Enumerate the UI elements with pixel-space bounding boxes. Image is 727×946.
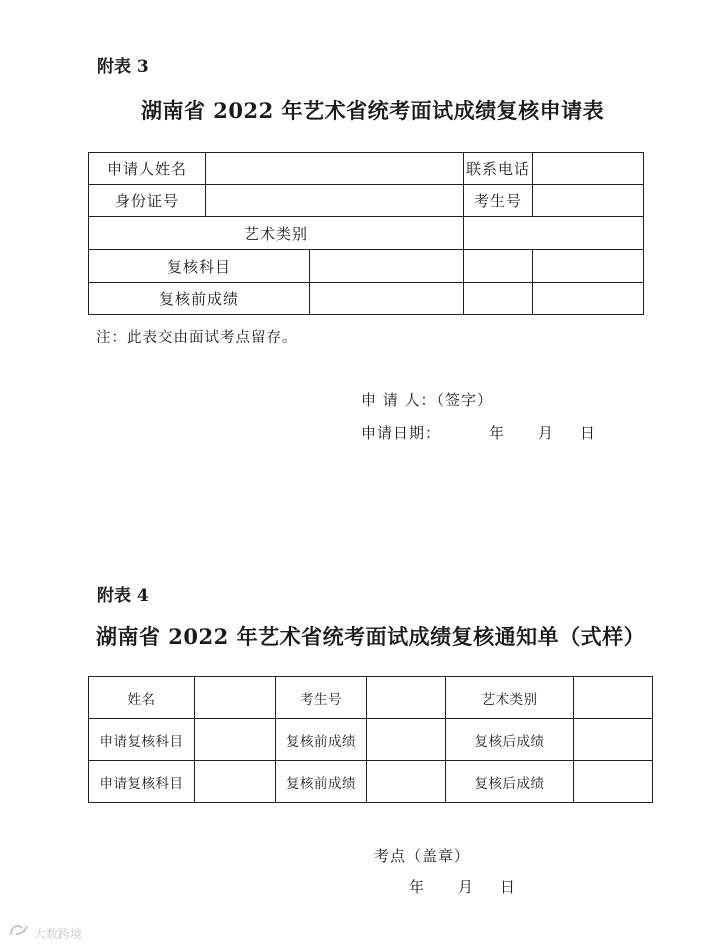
applicant-label: 申 请 人： — [361, 391, 437, 409]
field-art-type[interactable] — [574, 677, 653, 719]
label-review-subject: 申请复核科目 — [89, 761, 195, 803]
header-name: 姓名 — [89, 677, 195, 719]
label-score-before: 复核前成绩 — [89, 283, 310, 315]
field-review-subject-3[interactable] — [533, 250, 644, 283]
field-exam-number[interactable] — [533, 185, 644, 217]
annex-4-label: 附表 4 — [97, 586, 149, 606]
field-art-type[interactable] — [464, 217, 644, 250]
field-score-before-1[interactable] — [310, 283, 464, 315]
field-applicant-name[interactable] — [206, 153, 464, 185]
form2-table — [88, 676, 653, 803]
field-id-number[interactable] — [206, 185, 464, 217]
applicant-sign-hint: （签字） — [436, 391, 494, 409]
date-month: 月 — [538, 424, 555, 442]
form1-table — [88, 152, 644, 315]
field-review-subject-2[interactable] — [464, 250, 533, 283]
date-year: 年 — [489, 424, 506, 442]
label-review-subject: 复核科目 — [89, 250, 310, 283]
table-row — [89, 761, 653, 803]
form1-title: 湖南省 2022 年艺术省统考面试成绩复核申请表 — [141, 98, 605, 123]
header-art-type: 艺术类别 — [446, 677, 574, 719]
field-score-before-2[interactable] — [464, 283, 533, 315]
label-review-subject: 申请复核科目 — [89, 719, 195, 761]
field-exam-number[interactable] — [367, 677, 446, 719]
stamp-month: 月 — [458, 878, 475, 896]
header-exam-number: 考生号 — [276, 677, 367, 719]
stamp-day: 日 — [500, 878, 517, 896]
field-review-subject[interactable] — [195, 719, 276, 761]
watermark-logo-icon — [8, 927, 34, 941]
exam-site-stamp-label: 考点（盖章） — [374, 847, 471, 865]
field-phone[interactable] — [533, 153, 644, 185]
application-date-line — [361, 422, 596, 443]
label-score-before: 复核前成绩 — [276, 719, 367, 761]
form1-note: 注：此表交由面试考点留存。 — [96, 330, 298, 346]
table-row — [89, 719, 653, 761]
label-id-number: 身份证号 — [89, 185, 206, 217]
applicant-signature-line — [361, 389, 493, 410]
field-score-before-3[interactable] — [533, 283, 644, 315]
field-score-before[interactable] — [367, 719, 446, 761]
label-applicant-name: 申请人姓名 — [89, 153, 206, 185]
date-label: 申请日期： — [361, 424, 442, 442]
watermark-text: 大数跨境 — [33, 927, 82, 941]
label-score-before: 复核前成绩 — [276, 761, 367, 803]
date-day: 日 — [580, 424, 597, 442]
label-art-type: 艺术类别 — [89, 217, 464, 250]
field-review-subject-1[interactable] — [310, 250, 464, 283]
field-score-after[interactable] — [574, 719, 653, 761]
label-phone: 联系电话 — [464, 153, 533, 185]
annex-3-label: 附表 3 — [97, 57, 149, 77]
stamp-date-line — [409, 876, 516, 897]
form2-title: 湖南省 2022 年艺术省统考面试成绩复核通知单（式样） — [96, 624, 646, 649]
label-exam-number: 考生号 — [464, 185, 533, 217]
field-review-subject[interactable] — [195, 761, 276, 803]
field-name[interactable] — [195, 677, 276, 719]
watermark — [8, 922, 82, 942]
stamp-year: 年 — [409, 878, 426, 896]
field-score-after[interactable] — [574, 761, 653, 803]
label-score-after: 复核后成绩 — [446, 761, 574, 803]
field-score-before[interactable] — [367, 761, 446, 803]
label-score-after: 复核后成绩 — [446, 719, 574, 761]
